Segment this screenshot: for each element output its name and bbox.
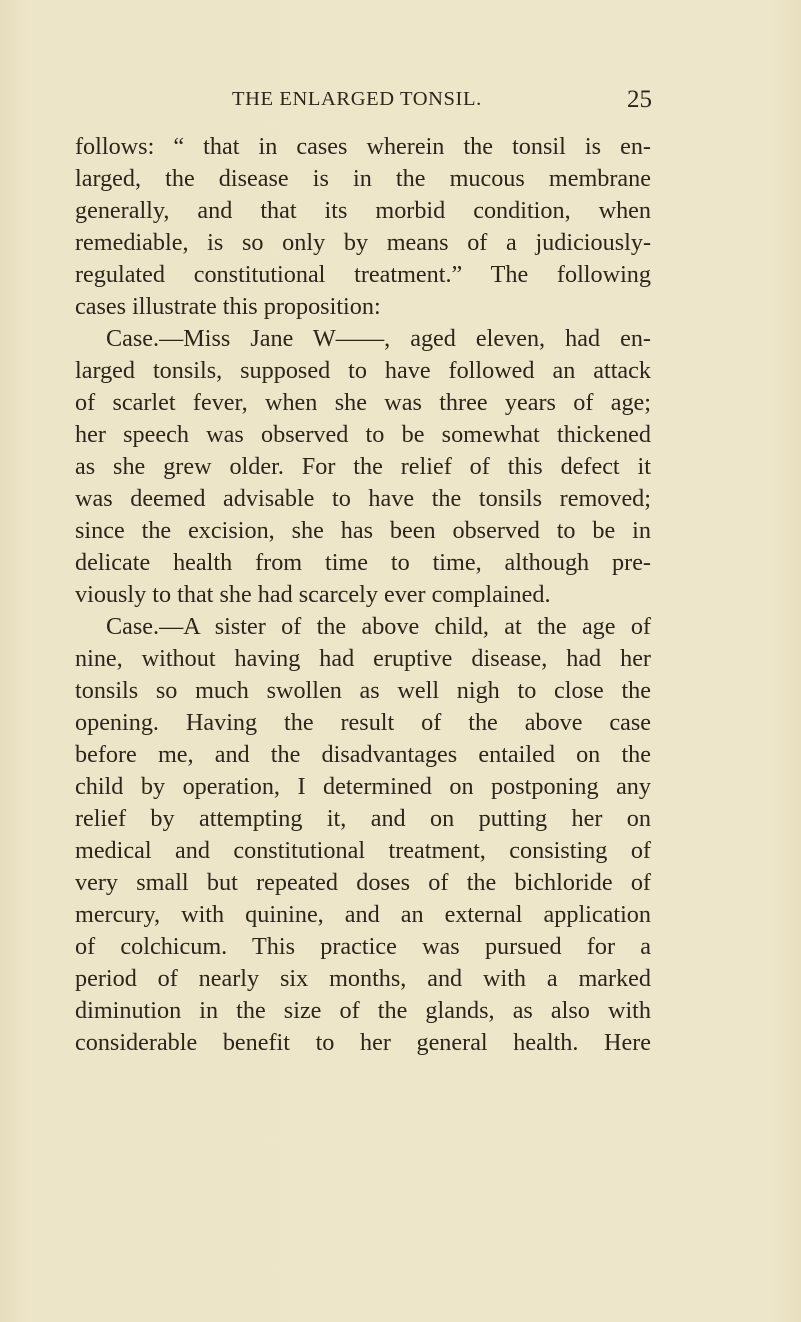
text-line: very small but repeated doses of the bichloride of xyxy=(75,869,651,896)
text-line: regulated constitutional treatment.” The following xyxy=(75,261,651,288)
text-line: as she grew older. For the relief of this defect it xyxy=(75,453,651,480)
text-line: of colchicum. This practice was pursued for a xyxy=(75,933,651,960)
text-line: cases illustrate this proposition: xyxy=(75,293,381,320)
text-line: diminution in the size of the glands, as also with xyxy=(75,997,651,1024)
text-line: of scarlet fever, when she was three years of age; xyxy=(75,389,651,416)
text-line: follows: “ that in cases wherein the tonsil is en- xyxy=(75,133,651,160)
text-line: remediable, is so only by means of a judiciously- xyxy=(75,229,651,256)
text-line: her speech was observed to be somewhat thickened xyxy=(75,421,651,448)
text-line: generally, and that its morbid condition, when xyxy=(75,197,651,224)
page-number: 25 xyxy=(627,86,652,113)
text-line: nine, without having had eruptive disease, had her xyxy=(75,645,651,672)
text-line: larged, the disease is in the mucous membrane xyxy=(75,165,651,192)
text-line: relief by attempting it, and on putting her on xyxy=(75,805,651,832)
page-header xyxy=(232,86,652,116)
text-line: medical and constitutional treatment, consisting of xyxy=(75,837,651,864)
body-text xyxy=(75,131,651,1059)
text-line: Case.—A sister of the above child, at the age of xyxy=(106,613,651,640)
text-line: tonsils so much swollen as well nigh to close the xyxy=(75,677,651,704)
text-line: before me, and the disadvantages entailed on the xyxy=(75,741,651,768)
text-line: opening. Having the result of the above case xyxy=(75,709,651,736)
text-line: child by operation, I determined on postponing any xyxy=(75,773,651,800)
text-line: delicate health from time to time, although pre- xyxy=(75,549,651,576)
text-line: mercury, with quinine, and an external application xyxy=(75,901,651,928)
running-head: THE ENLARGED TONSIL. xyxy=(232,88,482,110)
text-line: larged tonsils, supposed to have followed an attack xyxy=(75,357,651,384)
text-line: since the excision, she has been observed to be in xyxy=(75,517,651,544)
text-line: was deemed advisable to have the tonsils removed; xyxy=(75,485,651,512)
text-line: viously to that she had scarcely ever complained. xyxy=(75,581,551,608)
text-line: considerable benefit to her general health. Here xyxy=(75,1029,651,1056)
text-line: Case.—Miss Jane W——, aged eleven, had en- xyxy=(106,325,651,352)
text-line: period of nearly six months, and with a marked xyxy=(75,965,651,992)
